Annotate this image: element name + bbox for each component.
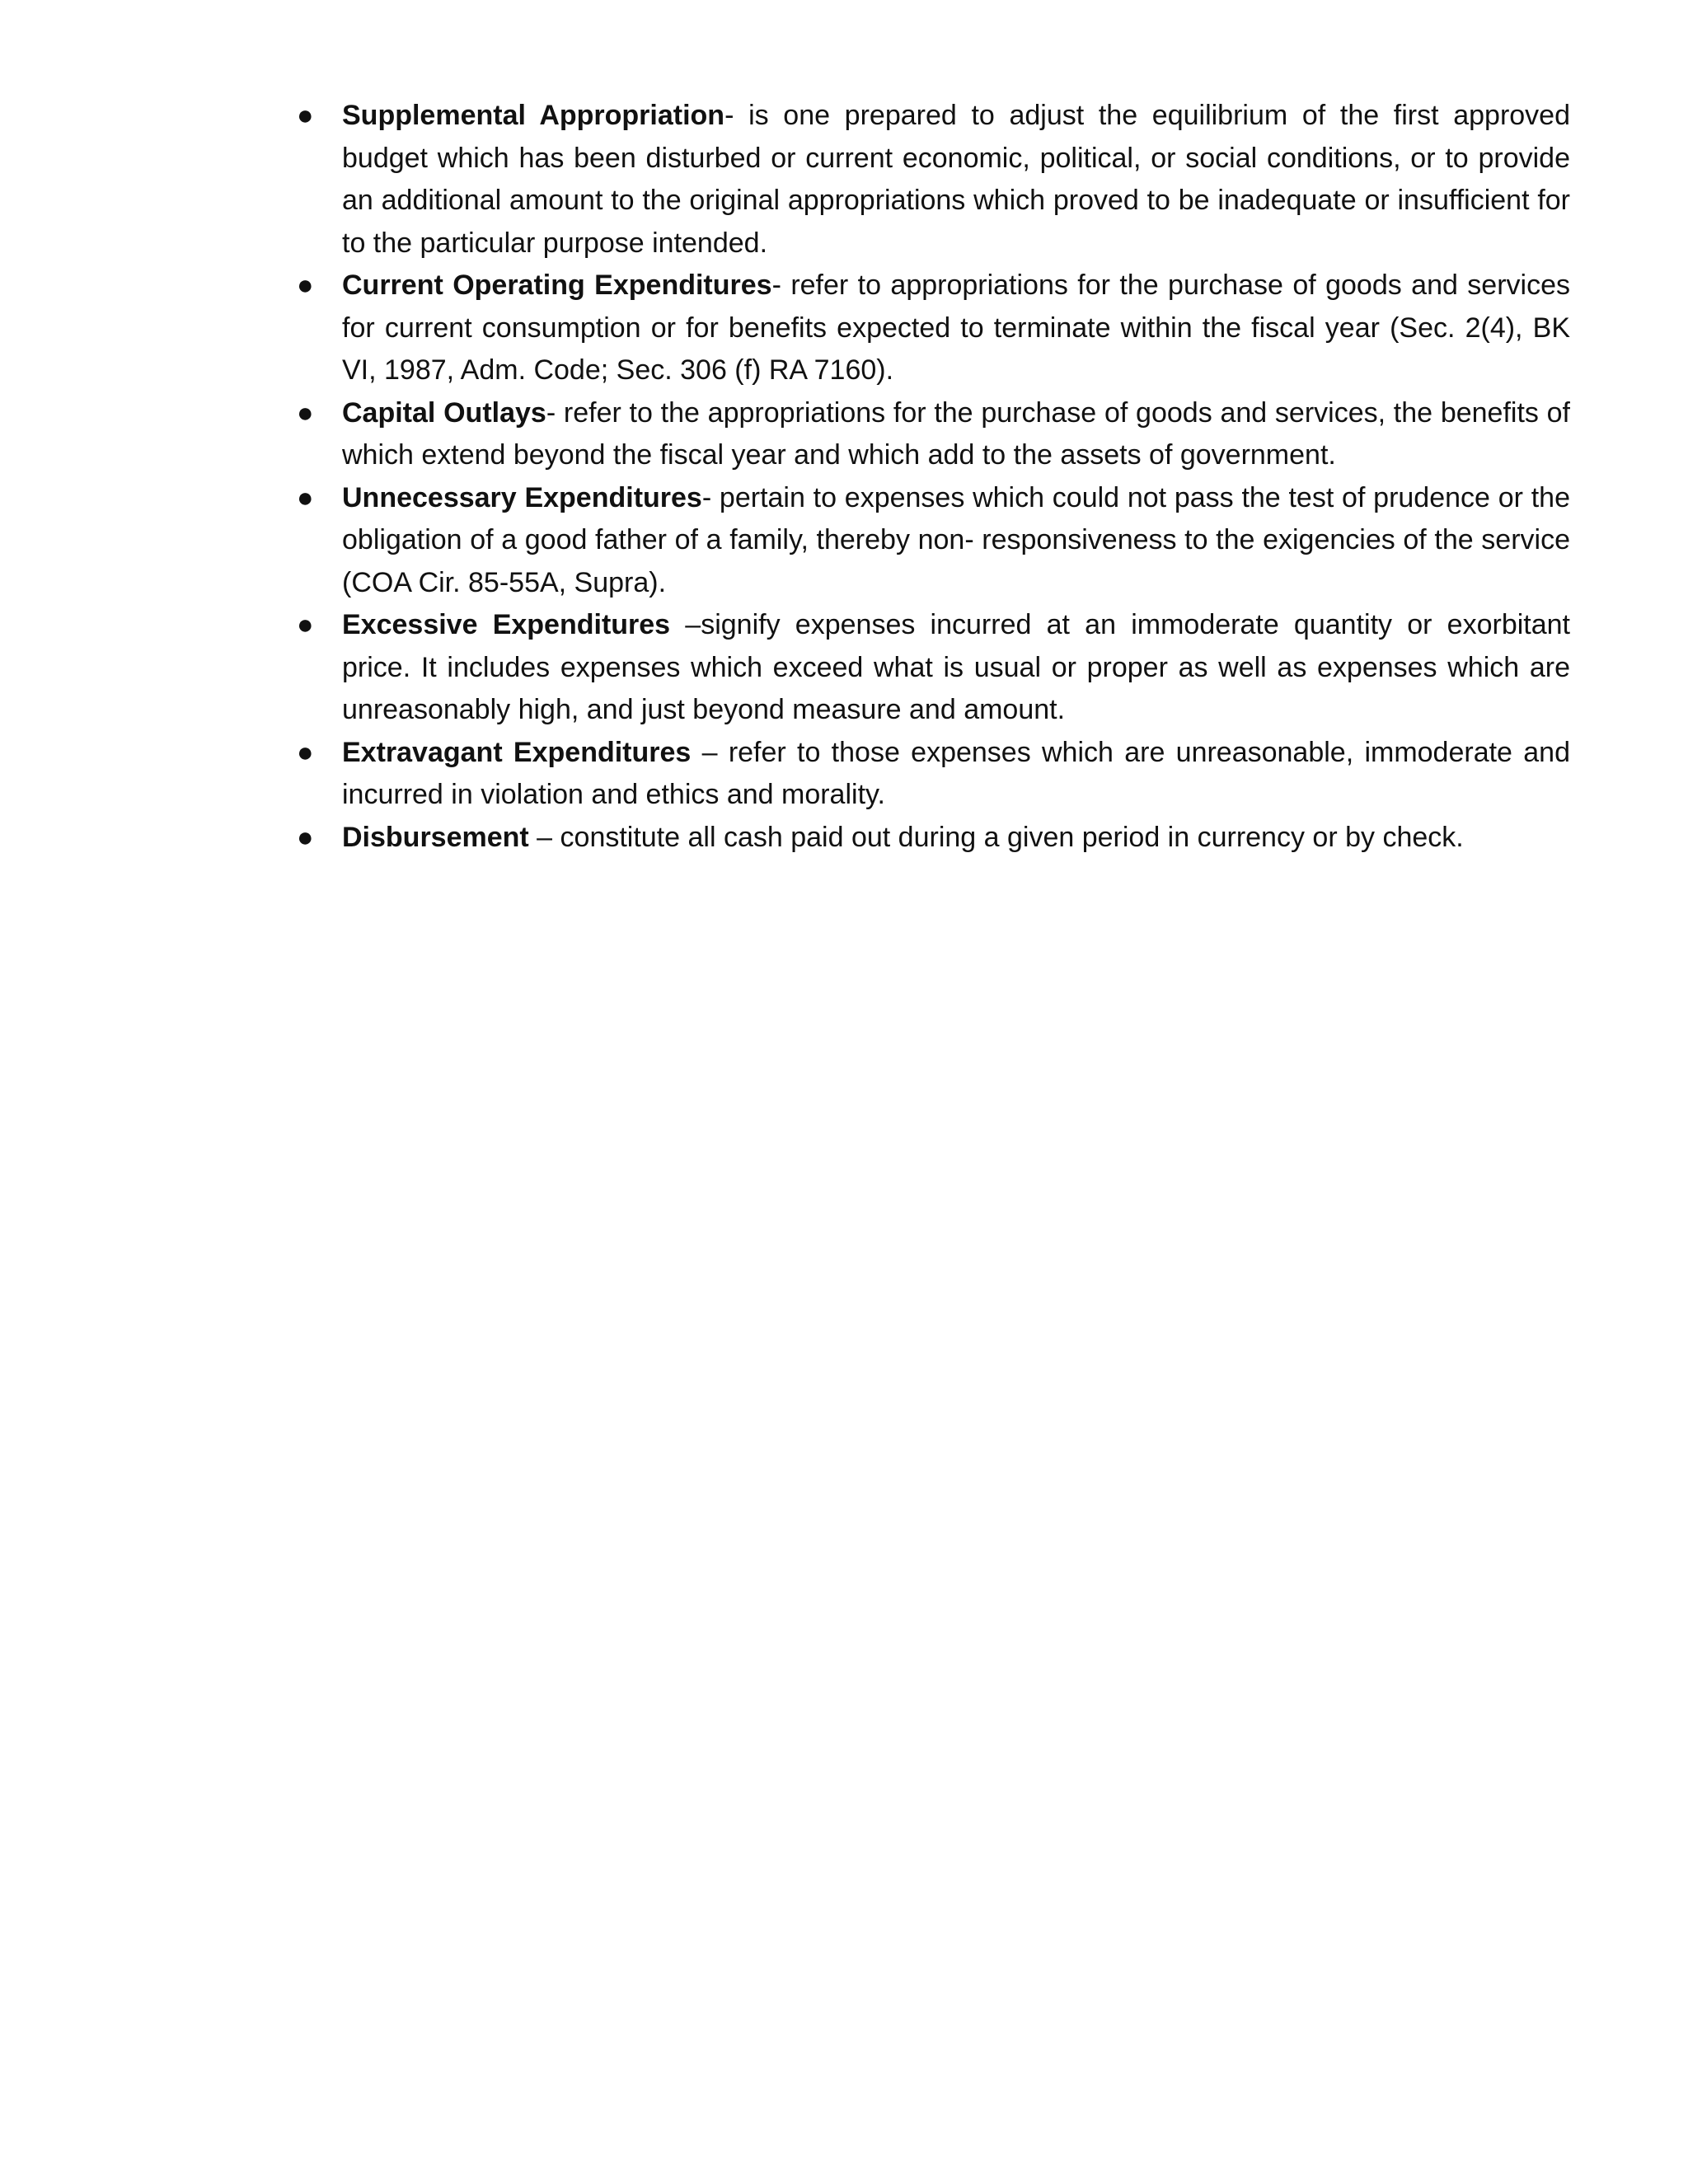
list-item xyxy=(293,265,1570,392)
definition-text: –signify expenses incurred at an immoderate quantity or exorbitant price. It includes expenses which exceed what is usual or proper as well as expenses which are unreasonably high, and just beyond measure and amount. xyxy=(342,609,1570,725)
list-item xyxy=(293,95,1570,265)
term-current-operating-expenditures: Current Operating Expenditures xyxy=(342,269,772,301)
list-item xyxy=(293,732,1570,817)
bullet-icon: ● xyxy=(297,736,314,768)
term-extravagant-expenditures: Extravagant Expenditures xyxy=(342,736,692,768)
definition-text: - pertain to expenses which could not pass the test of prudence or the obligation of a good father of a family, thereby non- responsiveness to the exigencies of the service (COA Cir. 85-55A, Supra). xyxy=(342,481,1570,598)
bullet-icon: ● xyxy=(297,269,314,301)
term-capital-outlays: Capital Outlays xyxy=(342,396,546,429)
list-item xyxy=(293,477,1570,605)
definition-text: - refer to appropriations for the purchase of goods and services for current consumption or for benefits expected to terminate within the fiscal year (Sec. 2(4), BK VI, 1987, Adm. Code; Sec. 306 (f) RA 7160). xyxy=(342,269,1570,386)
definition-text: – constitute all cash paid out during a given period in currency or by check. xyxy=(528,821,1464,853)
bullet-icon: ● xyxy=(297,821,314,853)
definition-list xyxy=(293,95,1570,859)
term-excessive-expenditures: Excessive Expenditures xyxy=(342,609,671,640)
bullet-icon: ● xyxy=(297,396,314,429)
list-item xyxy=(293,392,1570,477)
list-item xyxy=(293,604,1570,732)
term-disbursement: Disbursement xyxy=(342,821,529,853)
bullet-icon: ● xyxy=(297,481,314,513)
term-supplemental-appropriation: Supplemental Appropriation xyxy=(342,100,725,131)
term-unnecessary-expenditures: Unnecessary Expenditures xyxy=(342,481,702,513)
definition-text: - is one prepared to adjust the equilibrium of the first approved budget which has been disturbed or current economic, political, or social conditions, or to provide an additional amount to the original appropriations which proved to be inadequate or insufficient for to the particular purpose intended. xyxy=(342,100,1571,259)
definition-text: – refer to those expenses which are unreasonable, immoderate and incurred in violation and ethics and morality. xyxy=(342,736,1570,810)
list-item xyxy=(293,817,1570,860)
definition-text: - refer to the appropriations for the purchase of goods and services, the benefits of which extend beyond the fiscal year and which add to the assets of government. xyxy=(342,396,1571,471)
bullet-icon: ● xyxy=(297,609,314,640)
bullet-icon: ● xyxy=(297,100,314,131)
